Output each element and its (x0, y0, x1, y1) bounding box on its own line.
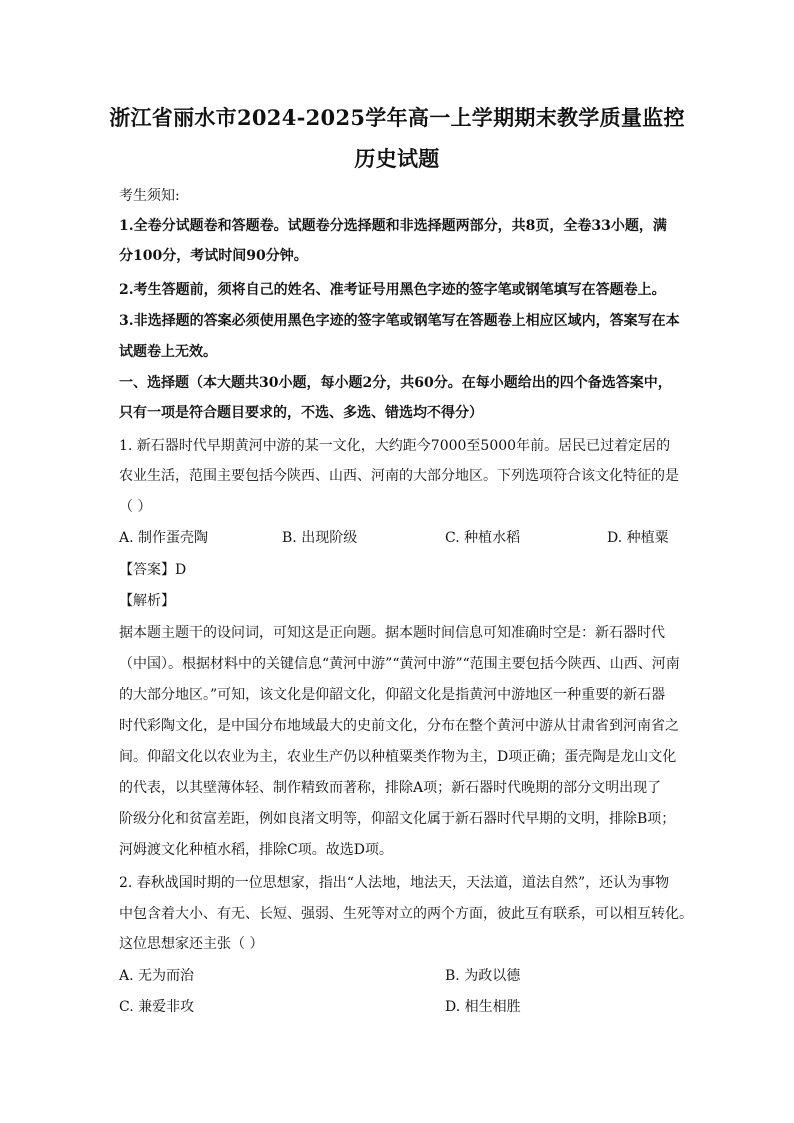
q1-stem-line-2: 农业生活，范围主要包括今陕西、山西、河南的大部分地区。下列选项符合该文化特征的是 (119, 468, 679, 484)
q2-option-c: C. 兼爱非攻 (119, 999, 195, 1015)
document-title: 浙江省丽水市2024-2025学年高一上学期期末教学质量监控 (109, 105, 685, 130)
document-subtitle: 历史试题 (354, 146, 440, 171)
q1-option-a: A. 制作蛋壳陶 (119, 530, 209, 546)
q1-analysis-line: 据本题主题干的设问词，可知这是正向题。据本题时间信息可知准确时空是：新石器时代 (119, 625, 665, 641)
section-heading-line-1: 一、选择题（本大题共30小题，每小题2分，共60分。在每小题给出的四个备选答案中， (119, 375, 672, 391)
notice-heading: 考生须知: (119, 188, 180, 204)
notice-item-2: 2.考生答题前，须将自己的姓名、准考证号用黑色字迹的签字笔或钢笔填写在答题卷上。 (119, 282, 666, 298)
q1-option-c: C. 种植水稻 (445, 530, 521, 546)
q1-stem-line-1: 1. 新石器时代早期黄河中游的某一文化，大约距今7000至5000年前。居民已过着定居的 (119, 438, 671, 454)
q1-stem-line-3: （ ） (119, 499, 152, 515)
q1-analysis-line: 间。仰韶文化以农业为主，农业生产仍以种植粟类作物为主，D项正确；蛋壳陶是龙山文化 (119, 749, 677, 765)
notice-item-1-line-1: 1.全卷分试题卷和答题卷。试题卷分选择题和非选择题两部分，共8页，全卷33小题，满 (119, 218, 667, 234)
q1-analysis-line: 的代表，以其壁薄体轻、制作精致而著称，排除A项；新石器时代晚期的部分文明出现了 (119, 780, 662, 796)
section-heading-line-2: 只有一项是符合题目要求的，不选、多选、错选均不得分） (119, 405, 483, 421)
q2-stem-line-1: 2. 春秋战国时期的一位思想家，指出“人法地，地法天，天法道，道法自然”，还认为事物 (119, 875, 670, 891)
notice-item-1-line-2: 分100分，考试时间90分钟。 (119, 248, 308, 264)
q1-analysis-heading: 【解析】 (119, 593, 175, 609)
q1-answer: 【答案】D (119, 562, 187, 578)
q1-analysis-line: 的大部分地区。”可知，该文化是仰韶文化，仰韶文化是指黄河中游地区一种重要的新石器 (119, 687, 666, 703)
q2-option-a: A. 无为而治 (119, 968, 195, 984)
q1-option-b: B. 出现阶级 (282, 530, 358, 546)
notice-item-3-line-2: 试题卷上无效。 (119, 344, 217, 360)
q1-analysis-line: 河姆渡文化种植水稻，排除C项。故选D项。 (119, 842, 393, 858)
q1-analysis-line: 阶级分化和贫富差距，例如良渚文明等，仰韶文化属于新石器时代早期的文明，排除B项； (119, 811, 676, 827)
q1-analysis-line: 时代彩陶文化，是中国分布地域最大的史前文化，分布在整个黄河中游从甘肃省到河南省之 (119, 718, 679, 734)
notice-item-3-line-1: 3.非选择题的答案必须使用黑色字迹的签字笔或钢笔写在答题卷上相应区域内，答案写在本 (119, 313, 680, 329)
q1-analysis-line: （中国）。根据材料中的关键信息“黄河中游”“黄河中游”“范围主要包括今陕西、山西、河南 (119, 656, 680, 672)
q1-option-d: D. 种植粟 (607, 530, 669, 546)
q2-stem-line-3: 这位思想家还主张（ ） (119, 936, 264, 952)
q2-option-d: D. 相生相胜 (445, 999, 521, 1015)
q2-stem-line-2: 中包含着大小、有无、长短、强弱、生死等对立的两个方面，彼此互有联系，可以相互转化。 (119, 906, 693, 922)
q2-option-b: B. 为政以德 (445, 968, 521, 984)
